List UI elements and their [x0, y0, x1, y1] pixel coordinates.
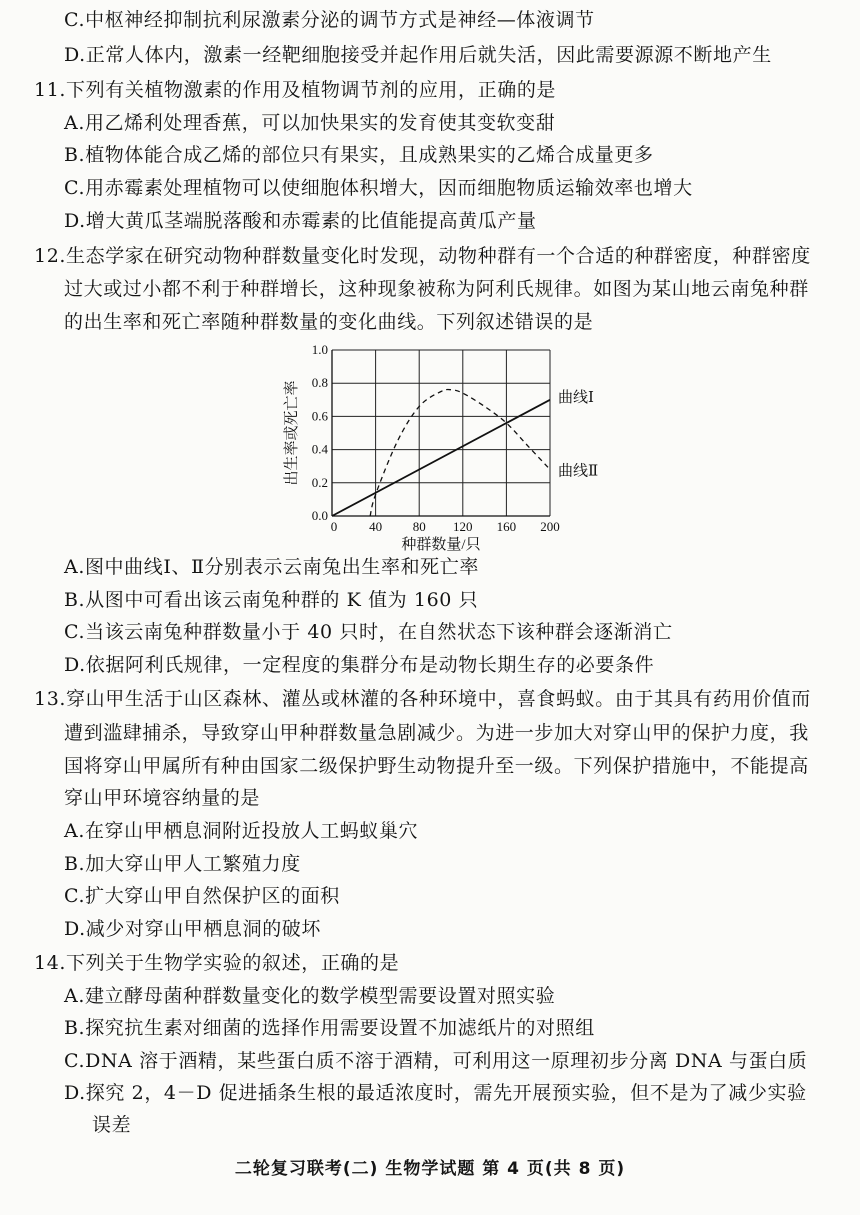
q11-stem: 11.下列有关植物激素的作用及植物调节剂的应用，正确的是 — [34, 79, 557, 101]
q14-option-b: B.探究抗生素对细菌的选择作用需要设置不加滤纸片的对照组 — [64, 1017, 595, 1039]
q13-stem-line-2: 遭到滥肆捕杀，导致穿山甲种群数量急剧减少。为进一步加大对穿山甲的保护力度，我 — [64, 722, 809, 744]
chart-grid — [332, 350, 550, 516]
series-label-1: 曲线Ⅰ — [558, 389, 594, 406]
x-tick-label: 120 — [453, 519, 473, 534]
x-tick-label: 160 — [496, 519, 517, 534]
chart-series — [332, 390, 550, 516]
y-tick-label: 0.2 — [311, 474, 328, 490]
y-tick-label: 0.6 — [311, 408, 328, 424]
q12-stem-line-1: 12.生态学家在研究动物种群数量变化时发现，动物种群有一个合适的种群密度，种群密度 — [34, 245, 811, 267]
series-line-2 — [370, 390, 550, 516]
q13-option-c: C.扩大穿山甲自然保护区的面积 — [64, 885, 340, 907]
q12-option-a: A.图中曲线Ⅰ、Ⅱ分别表示云南兔出生率和死亡率 — [64, 556, 479, 578]
q12-option-b: B.从图中可看出该云南兔种群的 K 值为 160 只 — [64, 589, 479, 611]
y-tick-label: 0.4 — [311, 441, 328, 457]
chart-axes — [332, 350, 550, 516]
q12-option-d: D.依据阿利氏规律，一定程度的集群分布是动物长期生存的必要条件 — [64, 654, 655, 676]
x-tick-label: 0 — [330, 519, 338, 534]
q14-stem: 14.下列关于生物学实验的叙述，正确的是 — [34, 952, 400, 974]
y-tick-label: 0.0 — [311, 508, 328, 523]
q14-option-c: C.DNA 溶于酒精，某些蛋白质不溶于酒精，可利用这一原理初步分离 DNA 与蛋白质 — [64, 1050, 808, 1072]
q13-stem-line-3: 国将穿山甲属所有种由国家二级保护野生动物提升至一级。下列保护措施中，不能提高 — [64, 755, 809, 777]
q12-option-c: C.当该云南兔种群数量小于 40 只时，在自然状态下该种群会逐渐消亡 — [64, 621, 673, 643]
series-label-2: 曲线Ⅱ — [558, 463, 599, 480]
page-footer: 二轮复习联考(二) 生物学试题 第 4 页(共 8 页) — [234, 1159, 626, 1179]
q10-option-d: D.正常人体内，激素一经靶细胞接受并起作用后就失活，因此需要源源不断地产生 — [64, 44, 772, 66]
q13-stem-line-1: 13.穿山甲生活于山区森林、灌丛或林灌的各种环境中，喜食蚂蚁。由于其具有药用价值而 — [34, 688, 811, 710]
q12-stem-line-2: 过大或过小都不利于种群增长，这种现象被称为阿利氏规律。如图为某山地云南兔种群 — [64, 278, 809, 300]
q14-option-d-line-1: D.探究 2，4－D 促进插条生根的最适浓度时，需先开展预实验，但不是为了减少实验 — [64, 1082, 807, 1104]
y-tick-label: 0.8 — [311, 375, 328, 391]
x-axis-title: 种群数量/只 — [401, 537, 481, 553]
q13-option-a: A.在穿山甲栖息洞附近投放人工蚂蚁巢穴 — [64, 820, 419, 842]
x-tick-label: 80 — [412, 519, 426, 534]
q11-option-d: D.增大黄瓜茎端脱落酸和赤霉素的比值能提高黄瓜产量 — [64, 210, 537, 232]
q11-option-a: A.用乙烯利处理香蕉，可以加快果实的发育使其变软变甜 — [64, 112, 556, 134]
x-tick-label: 200 — [540, 519, 560, 534]
chart-ticks — [312, 342, 560, 534]
birth-death-rate-chart — [270, 336, 600, 556]
q11-option-c: C.用赤霉素处理植物可以使细胞体积增大，因而细胞物质运输效率也增大 — [64, 177, 693, 199]
x-tick-label: 40 — [369, 519, 383, 534]
q10-option-c: C.中枢神经抑制抗利尿激素分泌的调节方式是神经—体液调节 — [64, 9, 595, 31]
q13-stem-line-4: 穿山甲环境容纳量的是 — [64, 787, 261, 809]
y-axis-title: 出生率或死亡率 — [284, 380, 300, 486]
q13-option-d: D.减少对穿山甲栖息洞的破坏 — [64, 918, 321, 940]
q13-option-b: B.加大穿山甲人工繁殖力度 — [64, 853, 301, 875]
q12-stem-line-3: 的出生率和死亡率随种群数量的变化曲线。下列叙述错误的是 — [64, 311, 594, 333]
q14-option-a: A.建立酵母菌种群数量变化的数学模型需要设置对照实验 — [64, 985, 556, 1007]
q11-option-b: B.植物体能合成乙烯的部位只有果实，且成熟果实的乙烯合成量更多 — [64, 144, 654, 166]
series-line-1 — [332, 400, 550, 516]
y-tick-label: 1.0 — [311, 342, 328, 357]
q14-option-d-line-2: 误差 — [92, 1114, 132, 1136]
